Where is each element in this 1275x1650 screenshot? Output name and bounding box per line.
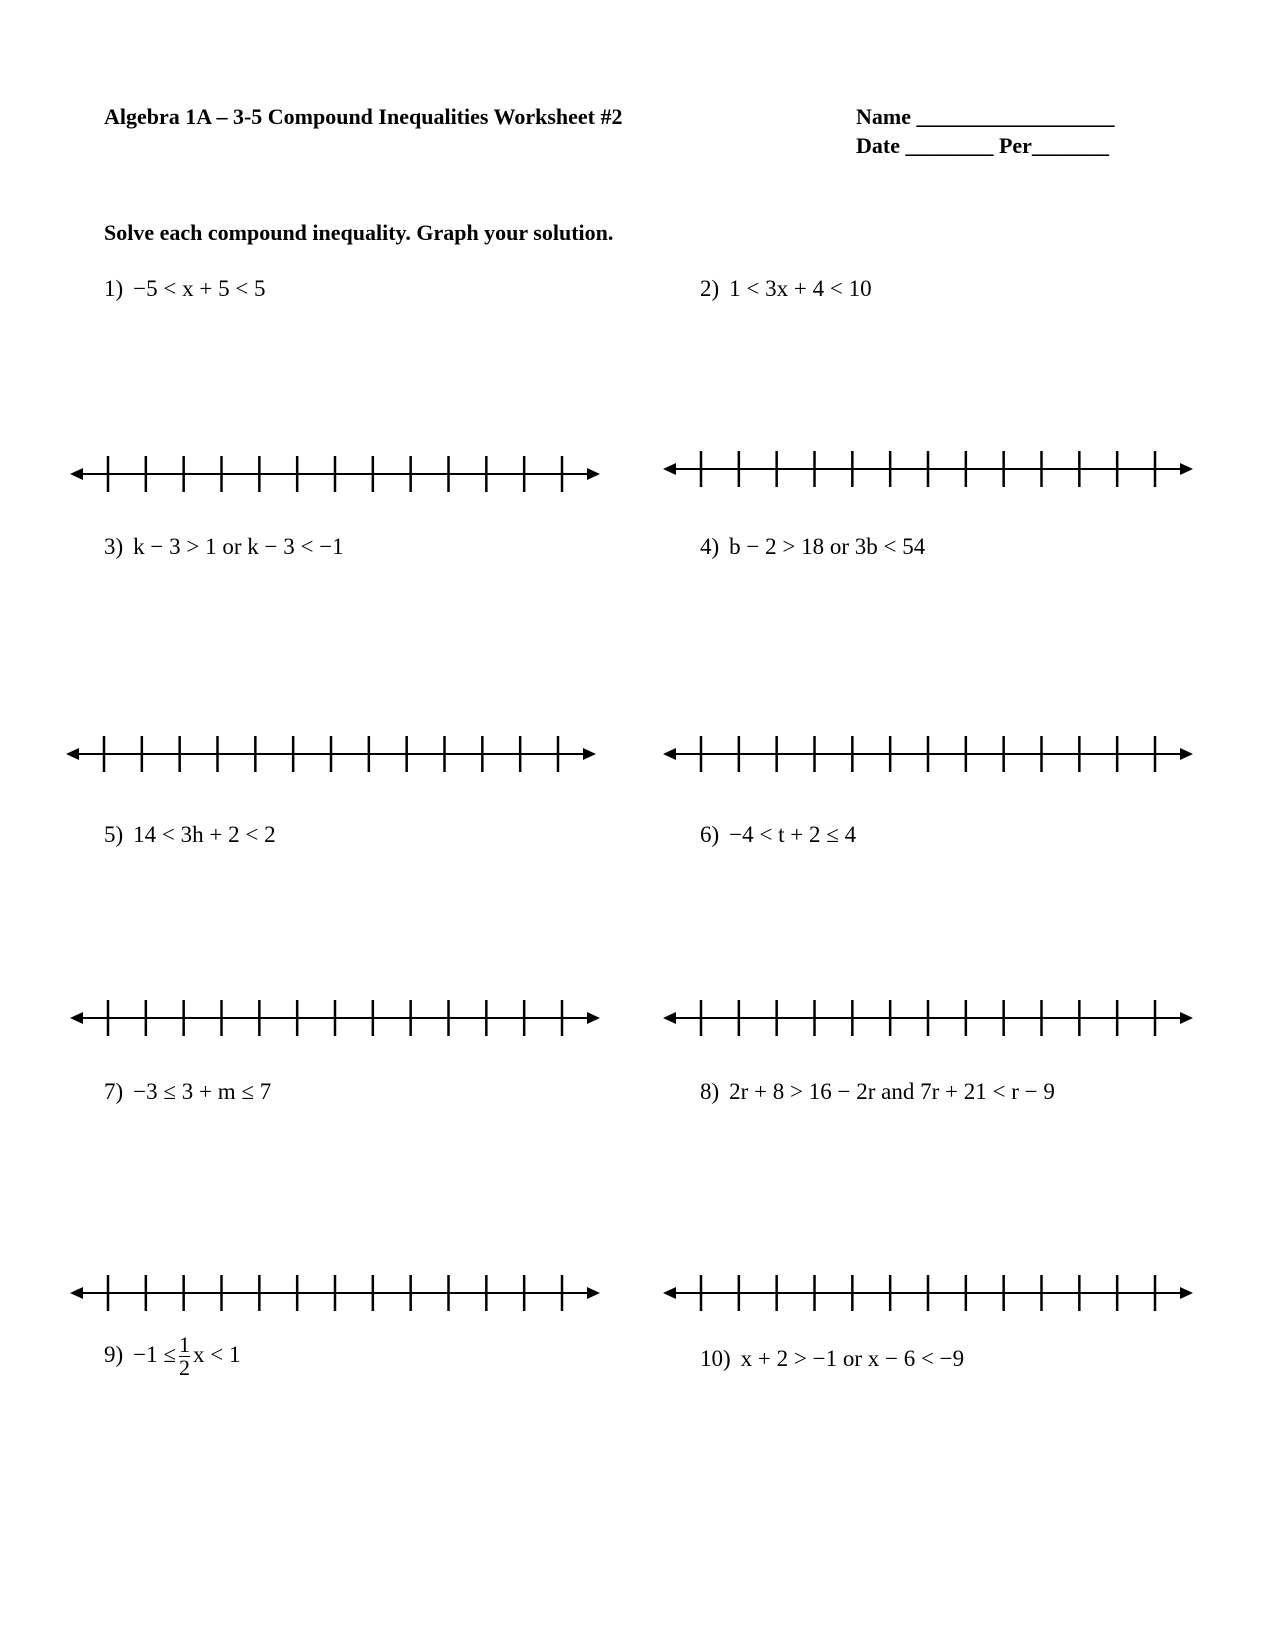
date-period-field-line: Date ________ Per_______ xyxy=(856,133,1109,158)
number-line-4[interactable] xyxy=(663,732,1193,776)
problem-2 xyxy=(700,276,872,302)
right-arrow-icon xyxy=(1180,1012,1193,1024)
problem-expression: −4 < t + 2 ≤ 4 xyxy=(729,822,857,847)
problem-8 xyxy=(700,1079,1055,1105)
number-line-6[interactable] xyxy=(663,996,1193,1040)
problem-number: 2) xyxy=(700,276,720,301)
problem-number: 7) xyxy=(104,1079,124,1104)
number-line-2[interactable] xyxy=(663,447,1193,491)
problem-10 xyxy=(700,1346,964,1372)
number-line-8[interactable] xyxy=(663,1271,1193,1315)
problem-number: 4) xyxy=(700,534,720,559)
problem-expression: 2r + 8 > 16 − 2r and 7r + 21 < r − 9 xyxy=(729,1079,1055,1104)
number-line-7[interactable] xyxy=(70,1271,600,1315)
number-line-3[interactable] xyxy=(66,732,596,776)
left-arrow-icon xyxy=(66,748,79,760)
left-arrow-icon xyxy=(663,1287,676,1299)
problem-expression: −5 < x + 5 < 5 xyxy=(133,276,266,301)
left-arrow-icon xyxy=(663,463,676,475)
left-arrow-icon xyxy=(70,1012,83,1024)
problem-expression-prefix: −1 ≤ xyxy=(133,1341,177,1367)
right-arrow-icon xyxy=(587,1012,600,1024)
problem-expression: k − 3 > 1 or k − 3 < −1 xyxy=(133,534,344,559)
right-arrow-icon xyxy=(1180,1287,1193,1299)
problem-expression: b − 2 > 18 or 3b < 54 xyxy=(729,534,926,559)
number-line-5[interactable] xyxy=(70,996,600,1040)
fraction xyxy=(179,1334,190,1379)
right-arrow-icon xyxy=(587,468,600,480)
problem-number: 5) xyxy=(104,822,124,847)
problem-9 xyxy=(104,1334,241,1379)
problem-expression-suffix: x < 1 xyxy=(193,1341,241,1367)
fraction-numerator: 1 xyxy=(179,1332,191,1357)
problem-expression: −3 ≤ 3 + m ≤ 7 xyxy=(133,1079,272,1104)
problem-3 xyxy=(104,534,344,560)
problem-expression: x + 2 > −1 or x − 6 < −9 xyxy=(740,1346,965,1371)
number-line-1[interactable] xyxy=(70,452,600,496)
right-arrow-icon xyxy=(1180,463,1193,475)
problem-expression: 14 < 3h + 2 < 2 xyxy=(133,822,276,847)
problem-number: 1) xyxy=(104,276,124,301)
left-arrow-icon xyxy=(663,748,676,760)
worksheet-title: Algebra 1A – 3-5 Compound Inequalities Worksheet #2 xyxy=(104,104,623,129)
name-field-line: Name __________________ xyxy=(856,104,1115,129)
left-arrow-icon xyxy=(663,1012,676,1024)
instructions: Solve each compound inequality. Graph your solution. xyxy=(104,220,614,245)
left-arrow-icon xyxy=(70,1287,83,1299)
problem-6 xyxy=(700,822,856,848)
problem-number: 9) xyxy=(104,1341,124,1367)
problem-number: 3) xyxy=(104,534,124,559)
right-arrow-icon xyxy=(583,748,596,760)
right-arrow-icon xyxy=(1180,748,1193,760)
problem-7 xyxy=(104,1079,271,1105)
problem-4 xyxy=(700,534,925,560)
right-arrow-icon xyxy=(587,1287,600,1299)
problem-number: 10) xyxy=(700,1346,731,1371)
problem-1 xyxy=(104,276,266,302)
problem-expression: 1 < 3x + 4 < 10 xyxy=(729,276,872,301)
left-arrow-icon xyxy=(70,468,83,480)
problem-number: 6) xyxy=(700,822,720,847)
problem-5 xyxy=(104,822,276,848)
fraction-denominator: 2 xyxy=(179,1355,191,1380)
problem-number: 8) xyxy=(700,1079,720,1104)
